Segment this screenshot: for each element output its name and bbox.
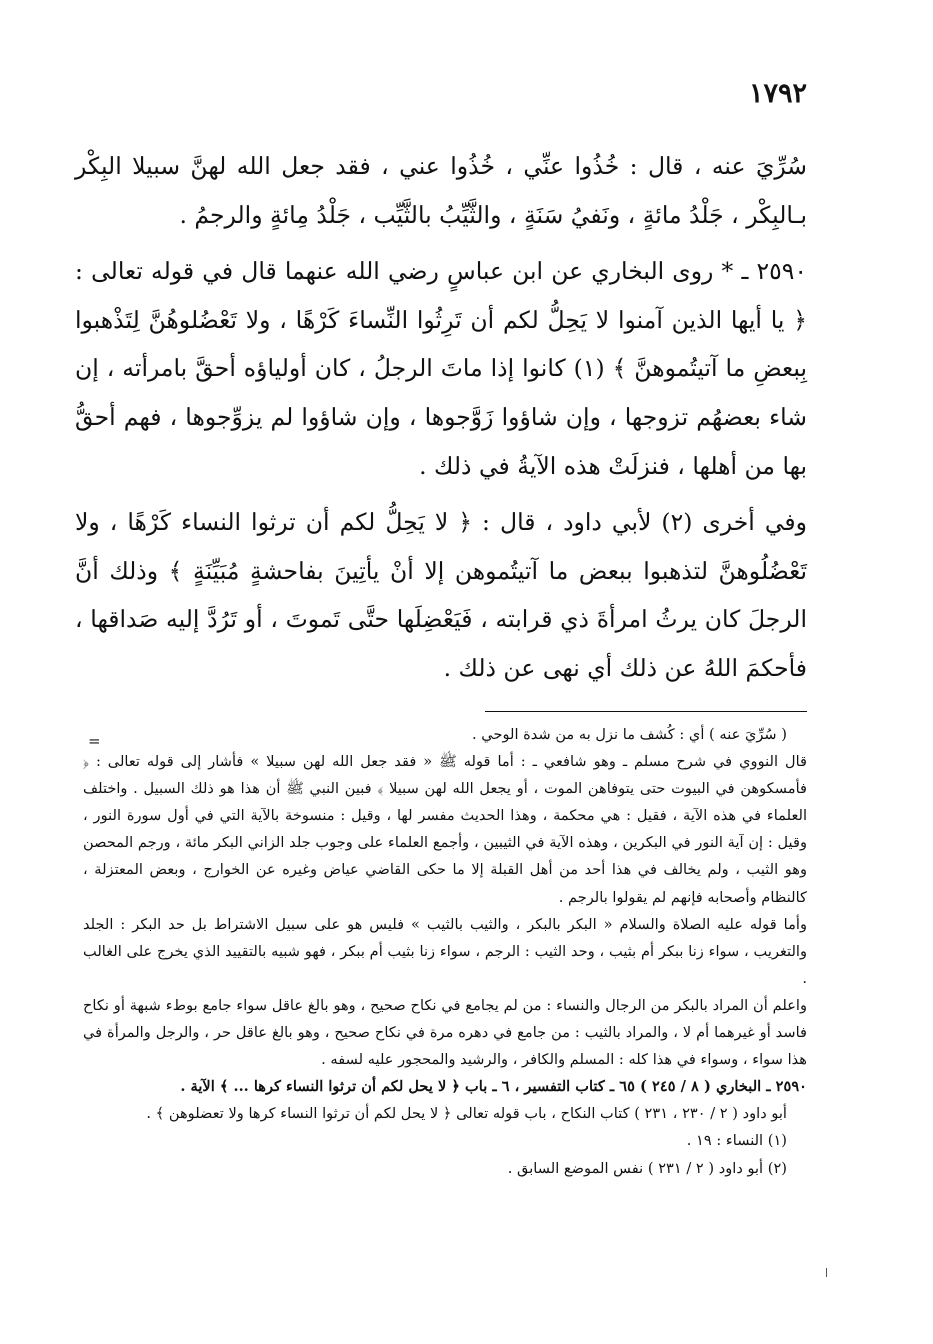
paragraph-hadith-continuation: سُرِّيَ عنه ، قال : خُذُوا عنِّي ، خُذُوا عني ، فقد جعل الله لهنَّ سبيلا البِكْر بـالبِكْر ، جَلْدُ مائةٍ ، ونَفيُ سَنَةٍ ، والثَّيِّبُ بالثَّيِّب ، جَلْدُ مِائةٍ والرجمُ .: [75, 152, 807, 229]
paragraph-hadith-2590: ٢٥٩٠ ـ * روى البخاري عن ابن عباسٍ رضي الله عنهما قال في قوله تعالى : ﴿ يا أيها الذين آمنوا لا يَحِلُّ لكم أن تَرِثُوا النِّساءَ كَرْهًا ، ولا تَعْضُلوهُنَّ لِتَذْهبوا بِبعضِ ما آتيتُموهنَّ ﴾ (١) كانوا إذا ماتَ الرجلُ ، كان أولياؤه أحقَّ بامرأته ، إن شاء بعضهُم تزوجها ، وإن شاؤوا زَوَّجوها ، وإن شاؤوا لم يزوِّجوها ، فهم أحقُّ بها من أهلها ، فنزلَتْ هذه الآيةُ في ذلك .: [75, 257, 808, 480]
footnote-abu-dawud-reference: أبو داود ( ٢ / ٢٣٠ ، ٢٣١ ) كتاب النكاح ، باب قوله تعالى ﴿ لا يحل لكم أن ترثوا النساء كرها ولا تعضلوهن ﴾ .: [146, 1105, 787, 1123]
footnote-bikr-thayyib: وأما قوله عليه الصلاة والسلام « البكر بالبكر ، والثيب بالثيب » فليس هو على سبيل الاشتراط بل حد البكر : الجلد والتغريب ، سواء زنا ببكر أم بثيب ، وحد الثيب : الرجم ، سواء زنا بثيب أم ببكر ، فهو شبيه بالتقييد الذي يخرج على الغالب .: [83, 915, 807, 987]
edge-mark: [826, 1268, 827, 1277]
page-number: ١٧٩٢: [748, 78, 807, 109]
gloss-continuation-marker: =: [88, 732, 101, 750]
footnote-definition: واعلم أن المراد بالبكر من الرجال والنساء : من لم يجامع في نكاح صحيح ، وهو بالغ عاقل سواء جامع بوطء شبهة أو نكاح فاسد أو غيرهما أم لا ، والمراد بالثيب : من جامع في دهره مرة في نكاح صحيح ، وهو بالغ عاقل حر ، والرجل والمرأة في هذا سواء ، وسواء في هذا كله : المسلم والكافر ، والرشيد والمحجور عليه لسفه .: [83, 996, 807, 1069]
footnote-nawawi-commentary: قال النووي في شرح مسلم ـ وهو شافعي ـ : أما قوله ﷺ « فقد جعل الله لهن سبيلا » فأشار إلى قوله تعالى : ﴿ فأمسكوهن في البيوت حتى يتوفاهن الموت ، أو يجعل الله لهن سبيلا ﴾ فبين النبي ﷺ أن هذا هو ذلك السبيل . واختلف العلماء في هذه الآية ، فقيل : هي محكمة ، وهذا الحديث مفسر لها ، وقيل : منسوخة بالآية التي في أول سورة النور ، وقيل : إن آية النور في البكرين ، وهذه الآية في الثيبين ، وأجمع العلماء على وجوب جلد الزاني البكر مائة ، ورجم المحصن وهو الثيب ، ولم يخالف في هذا أحد من أهل القبلة إلا ما حكى القاضي عياض وغيره عن الخوارج ، وبعض المعتزلة ، كالنظام وأصحابه فإنهم لم يقولوا بالرجم .: [83, 753, 807, 906]
main-text: [75, 142, 807, 693]
footnote-note-1: (١) النساء : ١٩ .: [686, 1132, 787, 1150]
paragraph-abu-dawud-narration: وفي أخرى (٢) لأبي داود ، قال : ﴿ لا يَحِلُّ لكم أن ترثوا النساء كَرْهًا ، ولا تَعْضُلُوهنَّ لتذهبوا ببعض ما آتيتُموهن إلا أنْ يأتِينَ بفاحشةٍ مُبَيِّنَةٍ ﴾ وذلك أنَّ الرجلَ كان يرثُ امرأةَ ذي قرابته ، فَيَعْضِلَها حتَّى تَموتَ ، أو تَرُدَّ إليه صَداقها ، فأحكمَ اللهُ عن ذلك أي نهى عن ذلك .: [75, 508, 807, 682]
footnote-note-2: (٢) أبو داود ( ٢ / ٢٣١ ) نفس الموضع السابق .: [507, 1159, 787, 1177]
footnote-gloss: ( سُرِّيَ عنه ) أي : كُشف ما نزل به من شدة الوحي .: [472, 726, 787, 743]
footnotes-section: [83, 711, 807, 1182]
footnote-divider: [485, 711, 807, 712]
footnote-hadith-reference: ٢٥٩٠ ـ البخاري ( ٨ / ٢٤٥ ) ٦٥ ـ كتاب التفسير ، ٦ ـ باب ﴿ لا يحل لكم أن ترثوا النساء كرها ... ﴾ الآية .: [180, 1078, 807, 1096]
